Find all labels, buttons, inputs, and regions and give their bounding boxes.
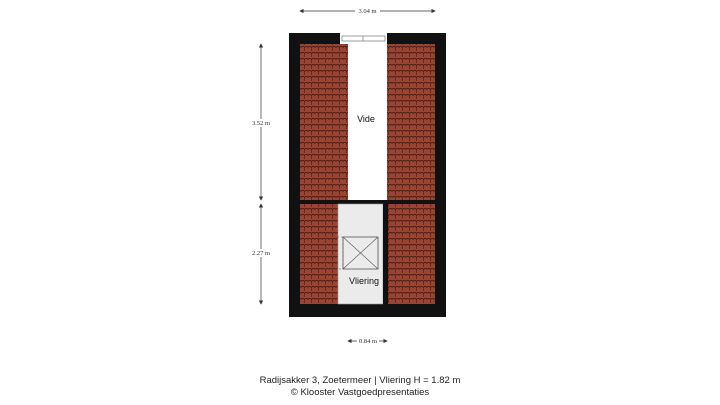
roof-window [340,33,387,44]
vliering-area [338,204,383,304]
caption-copyright: © Klooster Vastgoedpresentaties [290,387,430,398]
dimension-bottom-width: 0.84 m [358,338,378,345]
dimension-top-width: 3.04 m [358,8,377,15]
roof-tiles-lower-left [300,204,338,304]
dimension-left-upper-height: 3.52 m [251,120,271,127]
roof-tiles-upper-right [387,44,435,202]
floor-beam [300,200,435,204]
room-label-vide: Vide [357,114,375,124]
room-label-vliering: Vliering [348,276,380,286]
roof-tiles-lower-right [388,204,435,304]
caption-address: Radijsakker 3, Zoetermeer | Vliering H = 1.82 m [259,375,461,386]
roof-tiles-upper-left [300,44,348,202]
inner-wall [383,204,388,304]
dimension-left-lower-height: 2.27 m [251,250,271,257]
